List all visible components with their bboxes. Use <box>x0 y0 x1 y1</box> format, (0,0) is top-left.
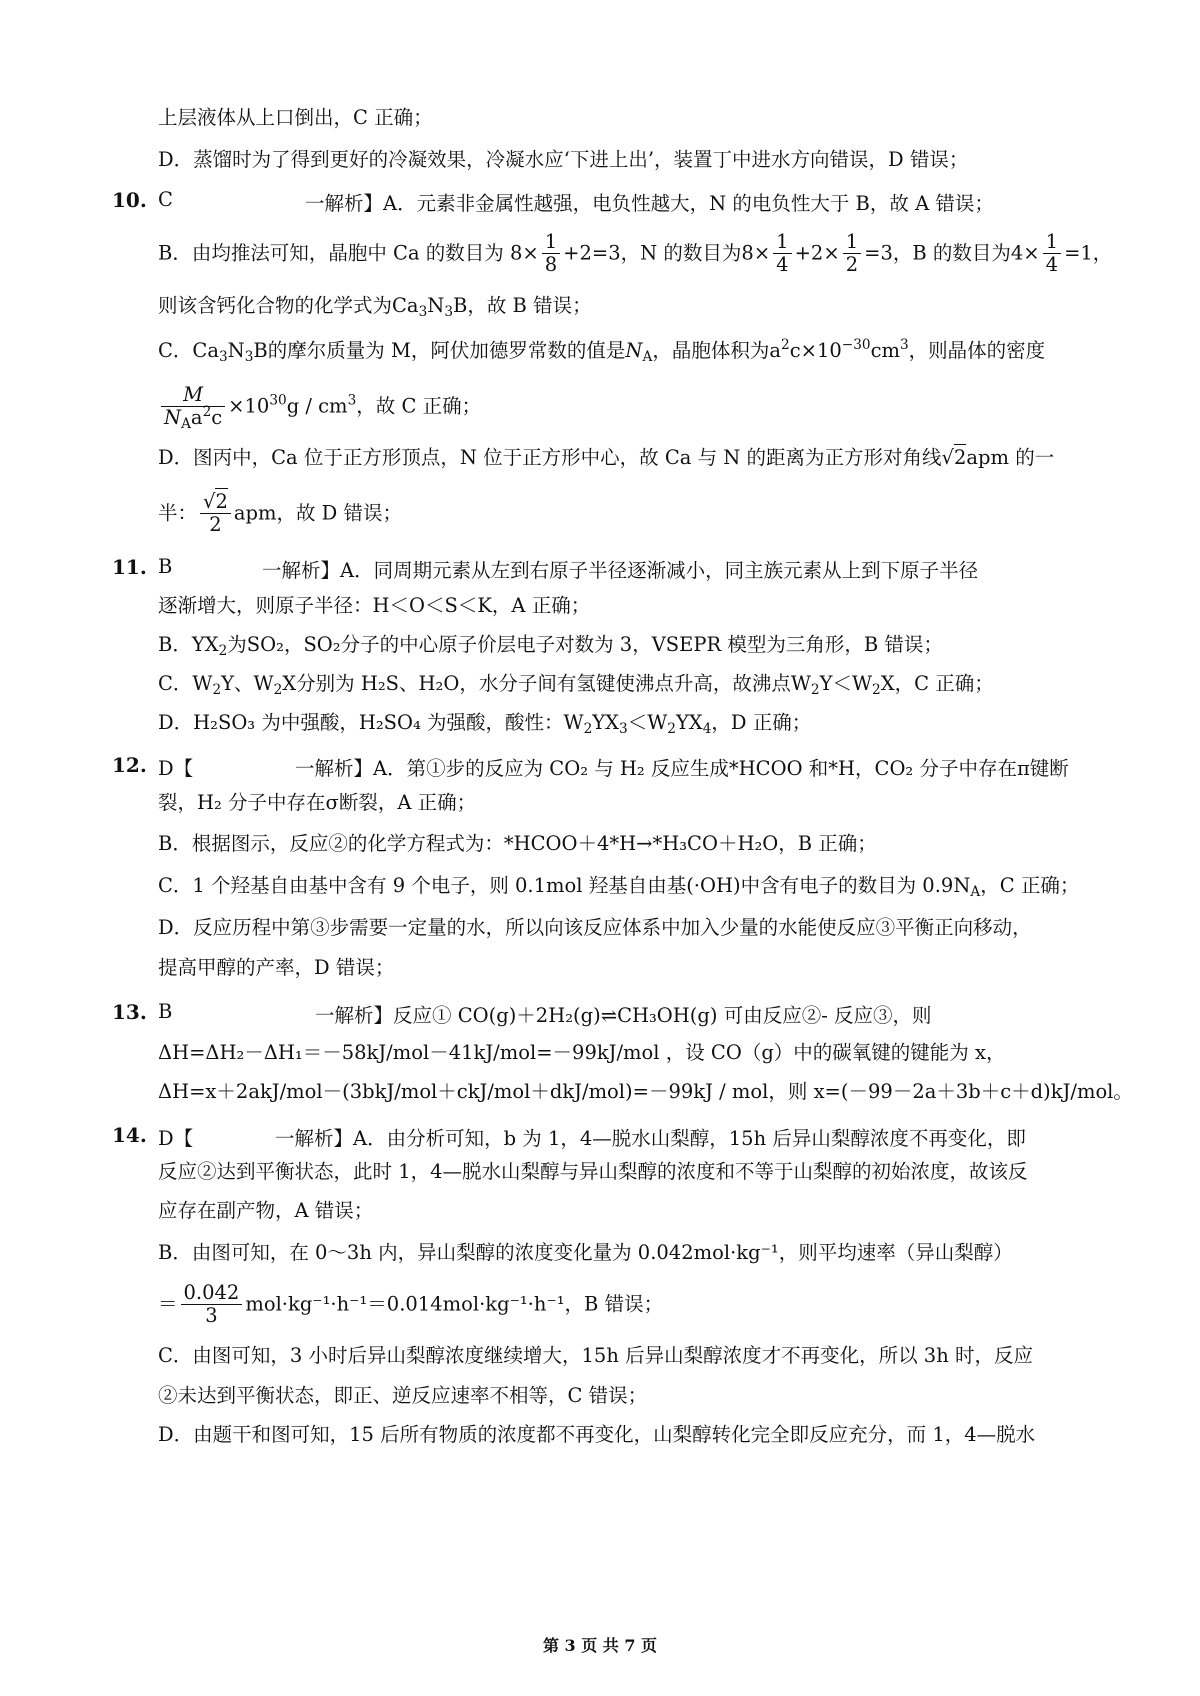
text-segment: C．1 个羟基自由基中含有 9 个电子，则 0.1mol 羟基自由基(·OH)中含有电子的数目为 0.9N <box>158 874 971 897</box>
question-number: 14. <box>112 1123 147 1147</box>
answer-letter: D【 <box>158 757 194 780</box>
text-line: 提高甲醇的产率，D 错误； <box>158 956 395 979</box>
text-segment: 则该含钙化合物的化学式为 <box>158 294 393 317</box>
text-line: ΔH=ΔH₂－ΔH₁＝－58kJ/mol－41kJ/mol=－99kJ/mol ，设 CO（g）中的碳氧键的键能为 x， <box>158 1041 1006 1064</box>
text-line: C．1 个羟基自由基中含有 9 个电子，则 0.1mol 羟基自由基(·OH)中含有电子的数目为 $0.9N_A$，C 正确； <box>158 874 1080 901</box>
text-segment: ，故 B 错误； <box>467 294 592 317</box>
text-segment: ，N 的数目为 <box>620 241 742 265</box>
fraction: $\frac{√2}{2}$ <box>200 492 231 536</box>
text-segment: B．由均推法可知，晶胞中 Ca 的数目为 <box>158 241 504 265</box>
text-line: C．$Ca_3N_3B$的摩尔质量为 M，阿伏加德罗常数的值是$N_A$，晶胞体积为$a^2c\times 10^{-30}cm^3$，则晶体的密度 <box>158 336 1046 366</box>
text-line: ②未达到平衡状态，即正、逆反应速率不相等，C 错误； <box>158 1384 648 1407</box>
text-segment: ，D 正确； <box>711 711 812 734</box>
text-line: 应存在副产物，A 错误； <box>158 1199 374 1222</box>
text-segment: ，C 正确； <box>894 672 994 695</box>
text-line: ＝ $\frac{0.042}{3}$ mol·kg⁻¹·h⁻¹＝0.014mol·kg⁻¹·h⁻¹，B 错误； <box>158 1281 664 1328</box>
analysis-text: 一解析】A．同周期元素从左到右原子半径逐渐减小，同主族元素从上到下原子半径 <box>262 559 979 582</box>
text-segment: D．H₂SO₃ 为中强酸，H₂SO₄ 为强酸，酸性： <box>158 711 564 734</box>
fraction: $\frac{0.042}{3}$ <box>181 1283 243 1327</box>
text-segment: ，B 的数目为 <box>892 241 1011 265</box>
text-segment: ，故 C 正确； <box>356 394 482 418</box>
text-segment: D．图丙中，Ca 位于正方形顶点，N 位于正方形中心，故 Ca 与 N 的距离为正方形对角线 <box>158 446 942 469</box>
text-line: D．H₂SO₃ 为中强酸，H₂SO₄ 为强酸，酸性：$W_2YX_3<W_2YX_4$，D 正确； <box>158 711 812 738</box>
text-segment: 分别为 H₂S、H₂O，水分子间有氢键使沸点升高，故沸点 <box>296 672 791 695</box>
text-segment: 半： <box>158 501 198 525</box>
text-line: D．反应历程中第③步需要一定量的水，所以向该反应体系中加入少量的水能使反应③平衡正向移动， <box>158 916 1032 939</box>
text-segment: 为SO₂，SO₂分子的中心原子价层电子对数为 3，VSEPR 模型为三角形，B 错误； <box>227 633 943 656</box>
question-number: 10. <box>112 188 147 212</box>
question-number: 12. <box>112 753 147 777</box>
fraction: $\frac{1}{8}$ <box>542 232 560 276</box>
answer-letter: C <box>158 188 173 211</box>
fraction: $\frac{M}{N_Aa^2c}$ <box>161 385 225 429</box>
text-line: C．$W_2Y$、$W_2X$分别为 H₂S、H₂O，水分子间有氢键使沸点升高，故沸点$W_2Y<W_2X$，C 正确； <box>158 672 994 699</box>
fraction: $\frac{1}{2}$ <box>843 232 861 276</box>
analysis-text: 一解析】A．元素非金属性越强，电负性越大，N 的电负性大于 B，故 A 错误； <box>305 192 994 215</box>
analysis-text: 一解析】A．由分析可知，b 为 1，4—脱水山梨醇，15h 后异山梨醇浓度不再变化，即 <box>275 1127 1026 1150</box>
analysis-text: 一解析】A．第①步的反应为 CO₂ 与 H₂ 反应生成*HCOO 和*H，CO₂ 分子中存在π键断 <box>295 757 1069 780</box>
text-segment: 的摩尔质量为 M，阿伏加德罗常数的值是 <box>267 339 626 362</box>
text-line: 反应②达到平衡状态，此时 1，4—脱水山梨醇与异山梨醇的浓度和不等于山梨醇的初始浓度，故该反 <box>158 1160 1028 1183</box>
text-line: D．图丙中，Ca 位于正方形顶点，N 位于正方形中心，故 Ca 与 N 的距离为正方形对角线√2apm 的一 <box>158 446 1055 469</box>
text-line: B．根据图示，反应②的化学方程式为：*HCOO＋4*H→*H₃CO＋H₂O，B 正确； <box>158 832 877 855</box>
answer-letter: B <box>158 1000 173 1023</box>
text-segment: C． <box>158 339 193 362</box>
answer-letter: B <box>158 555 173 578</box>
question-number: 13. <box>112 1000 147 1024</box>
text-line: B．由图可知，在 0～3h 内，异山梨醇的浓度变化量为 0.042mol·kg⁻¹，则平均速率（异山梨醇） <box>158 1241 1013 1264</box>
text-line: 裂，H₂ 分子中存在σ断裂，A 正确； <box>158 791 477 814</box>
text-line: ΔH=x＋2akJ/mol－(3bkJ/mol＋ckJ/mol＋dkJ/mol)=－99kJ / mol，则 x=(－99－2a＋3b＋c＋d)kJ/mol。 <box>158 1080 1133 1103</box>
text-line: $\frac{M}{N_Aa^2c}$ $\times 10^{30}g / cm^3$，故 C 正确； <box>158 385 1096 429</box>
text-line: D．由题干和图可知，15 后所有物质的浓度都不再变化，山梨醇转化完全即反应充分，而 1，4—脱水 <box>158 1423 1036 1446</box>
text-line: B．由均推法可知，晶胞中 Ca 的数目为 8× $\frac{1}{8}$ +2=3，N 的数目为8× $\frac{1}{4}$ +2× $\frac{1}{2}$ =3，B 的数目为4× $\frac{1}{4}$ =1， <box>158 230 1113 277</box>
text-segment: apm 的一 <box>966 446 1055 469</box>
text-line: C．由图可知，3 小时后异山梨醇浓度继续增大，15h 后异山梨醇浓度才不再变化，所以 3h 时，反应 <box>158 1344 1033 1367</box>
text-line: 逐渐增大，则原子半径：H＜O＜S＜K，A 正确； <box>158 594 591 617</box>
analysis-text: 一解析】反应① CO(g)＋2H₂(g)⇌CH₃OH(g) 可由反应②- 反应③，则 <box>315 1004 932 1027</box>
fraction: $\frac{1}{4}$ <box>773 232 791 276</box>
page-footer: 第 3 页 共 7 页 <box>542 1636 658 1655</box>
fraction: $\frac{1}{4}$ <box>1043 232 1061 276</box>
text-line: B．$YX_2$为SO₂，SO₂分子的中心原子价层电子对数为 3，VSEPR 模型为三角形，B 错误； <box>158 633 943 660</box>
text-line: 则该含钙化合物的化学式为$Ca_3N_3B$，故 B 错误； <box>158 294 592 321</box>
text-segment: apm，故 D 错误； <box>233 501 403 525</box>
question-number: 11. <box>112 555 147 579</box>
answer-letter: D【 <box>158 1127 194 1150</box>
text-segment: mol·kg⁻¹·h⁻¹＝0.014mol·kg⁻¹·h⁻¹，B 错误； <box>245 1292 664 1316</box>
text-segment: ，C 正确； <box>980 874 1080 897</box>
text-line <box>158 492 1096 536</box>
text-line: D．蒸馏时为了得到更好的冷凝效果，冷凝水应‘下进上出’，装置丁中进水方向错误，D 错误； <box>158 148 969 171</box>
text-line: 上层液体从上口倒出，C 正确； <box>158 106 433 129</box>
text-segment: ，晶胞体积为 <box>652 339 770 362</box>
text-segment: ，则晶体的密度 <box>908 339 1046 362</box>
